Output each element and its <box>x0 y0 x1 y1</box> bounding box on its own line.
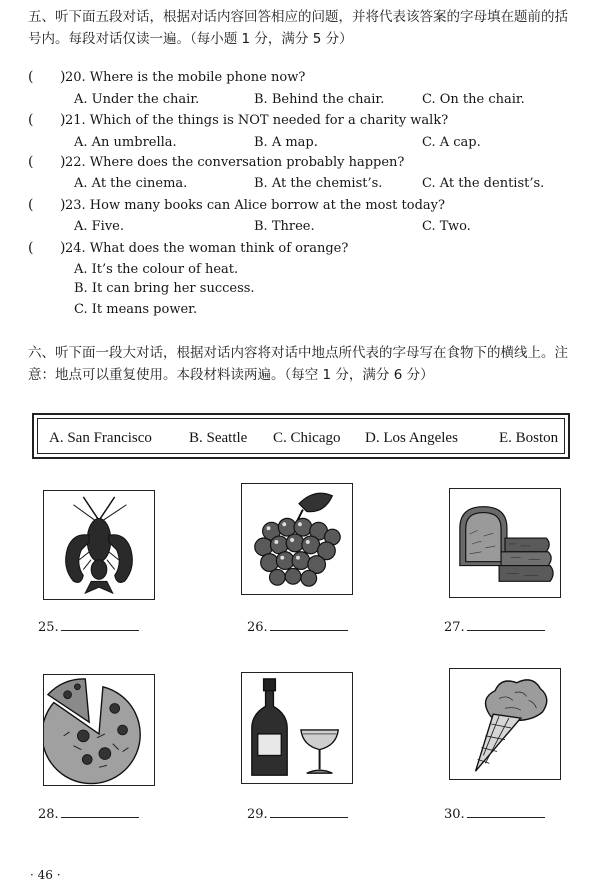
option-a: A. Under the chair. <box>74 92 200 107</box>
answer-paren-open: ( <box>28 240 34 256</box>
blank-line[interactable] <box>270 816 348 818</box>
blank-line[interactable] <box>467 629 545 631</box>
option-a: A. Five. <box>74 219 125 234</box>
answer-paren-open: ( <box>28 197 34 213</box>
section5-instruction-line1: 五、听下面五段对话，根据对话内容回答相应的问题，并将代表该答案的字母填在题前的括 <box>28 9 568 25</box>
grapes-picture <box>241 483 353 595</box>
place-seattle: B. Seattle <box>189 430 248 446</box>
answer-blank-27[interactable] <box>444 620 545 635</box>
answer-blank-29[interactable] <box>247 807 348 822</box>
item-number: 29. <box>247 807 268 822</box>
blank-line[interactable] <box>61 629 139 631</box>
question-text: 22. Where does the conversation probably happen? <box>65 155 405 170</box>
option-b: B. Behind the chair. <box>254 92 385 107</box>
blank-line[interactable] <box>61 816 139 818</box>
question-text: 23. How many books can Alice borrow at the most today? <box>65 198 445 213</box>
option-c: C. On the chair. <box>422 92 525 107</box>
item-number: 26. <box>247 620 268 635</box>
answer-paren-open: ( <box>28 154 34 170</box>
answer-paren-close: ) <box>60 197 66 213</box>
bread-icon <box>450 489 560 597</box>
grapes-icon <box>242 484 352 594</box>
option-b: B. It can bring her success. <box>74 281 255 296</box>
section5-instruction-line2: 号内。每段对话仅读一遍。（每小题 1 分，满分 5 分） <box>28 31 353 47</box>
option-a: A. At the cinema. <box>74 176 188 191</box>
question-text: 24. What does the woman think of orange? <box>65 241 349 256</box>
answer-blank-26[interactable] <box>247 620 348 635</box>
place-los-angeles: D. Los Angeles <box>365 430 458 446</box>
pizza-picture <box>43 674 155 786</box>
lobster-icon <box>44 491 154 599</box>
answer-paren-open: ( <box>28 69 34 85</box>
option-c: C. It means power. <box>74 302 198 317</box>
wine-bottle-glass-icon <box>242 673 352 783</box>
item-number: 28. <box>38 807 59 822</box>
option-b: B. Three. <box>254 219 315 234</box>
option-a: A. It’s the colour of heat. <box>74 262 239 277</box>
option-c: C. At the dentist’s. <box>422 176 545 191</box>
question-text: 20. Where is the mobile phone now? <box>65 70 306 85</box>
section6-instruction-line2: 意：地点可以重复使用。本段材料读两遍。（每空 1 分，满分 6 分） <box>28 367 434 383</box>
blank-line[interactable] <box>270 629 348 631</box>
option-c: C. A cap. <box>422 135 481 150</box>
place-chicago: C. Chicago <box>273 430 341 446</box>
places-box <box>32 413 570 459</box>
ice-cream-cone-icon <box>450 669 560 779</box>
ice-cream-picture <box>449 668 561 780</box>
answer-blank-25[interactable] <box>38 620 139 635</box>
answer-paren-open: ( <box>28 112 34 128</box>
place-san-francisco: A. San Francisco <box>49 430 152 446</box>
blank-line[interactable] <box>467 816 545 818</box>
option-a: A. An umbrella. <box>74 135 177 150</box>
answer-blank-30[interactable] <box>444 807 545 822</box>
item-number: 25. <box>38 620 59 635</box>
page-number: · 46 · <box>30 868 61 882</box>
item-number: 27. <box>444 620 465 635</box>
answer-paren-close: ) <box>60 69 66 85</box>
option-c: C. Two. <box>422 219 471 234</box>
place-boston: E. Boston <box>499 430 559 446</box>
bread-picture <box>449 488 561 598</box>
item-number: 30. <box>444 807 465 822</box>
answer-paren-close: ) <box>60 240 66 256</box>
answer-paren-close: ) <box>60 154 66 170</box>
section6-instruction-line1: 六、听下面一段大对话，根据对话内容将对话中地点所代表的字母写在食物下的横线上。注 <box>28 345 568 361</box>
wine-picture <box>241 672 353 784</box>
option-b: B. At the chemist’s. <box>254 176 383 191</box>
answer-blank-28[interactable] <box>38 807 139 822</box>
answer-paren-close: ) <box>60 112 66 128</box>
option-b: B. A map. <box>254 135 318 150</box>
pizza-icon <box>44 675 154 785</box>
lobster-picture <box>43 490 155 600</box>
places-box-inner <box>37 418 565 454</box>
question-text: 21. Which of the things is NOT needed for a charity walk? <box>65 113 449 128</box>
